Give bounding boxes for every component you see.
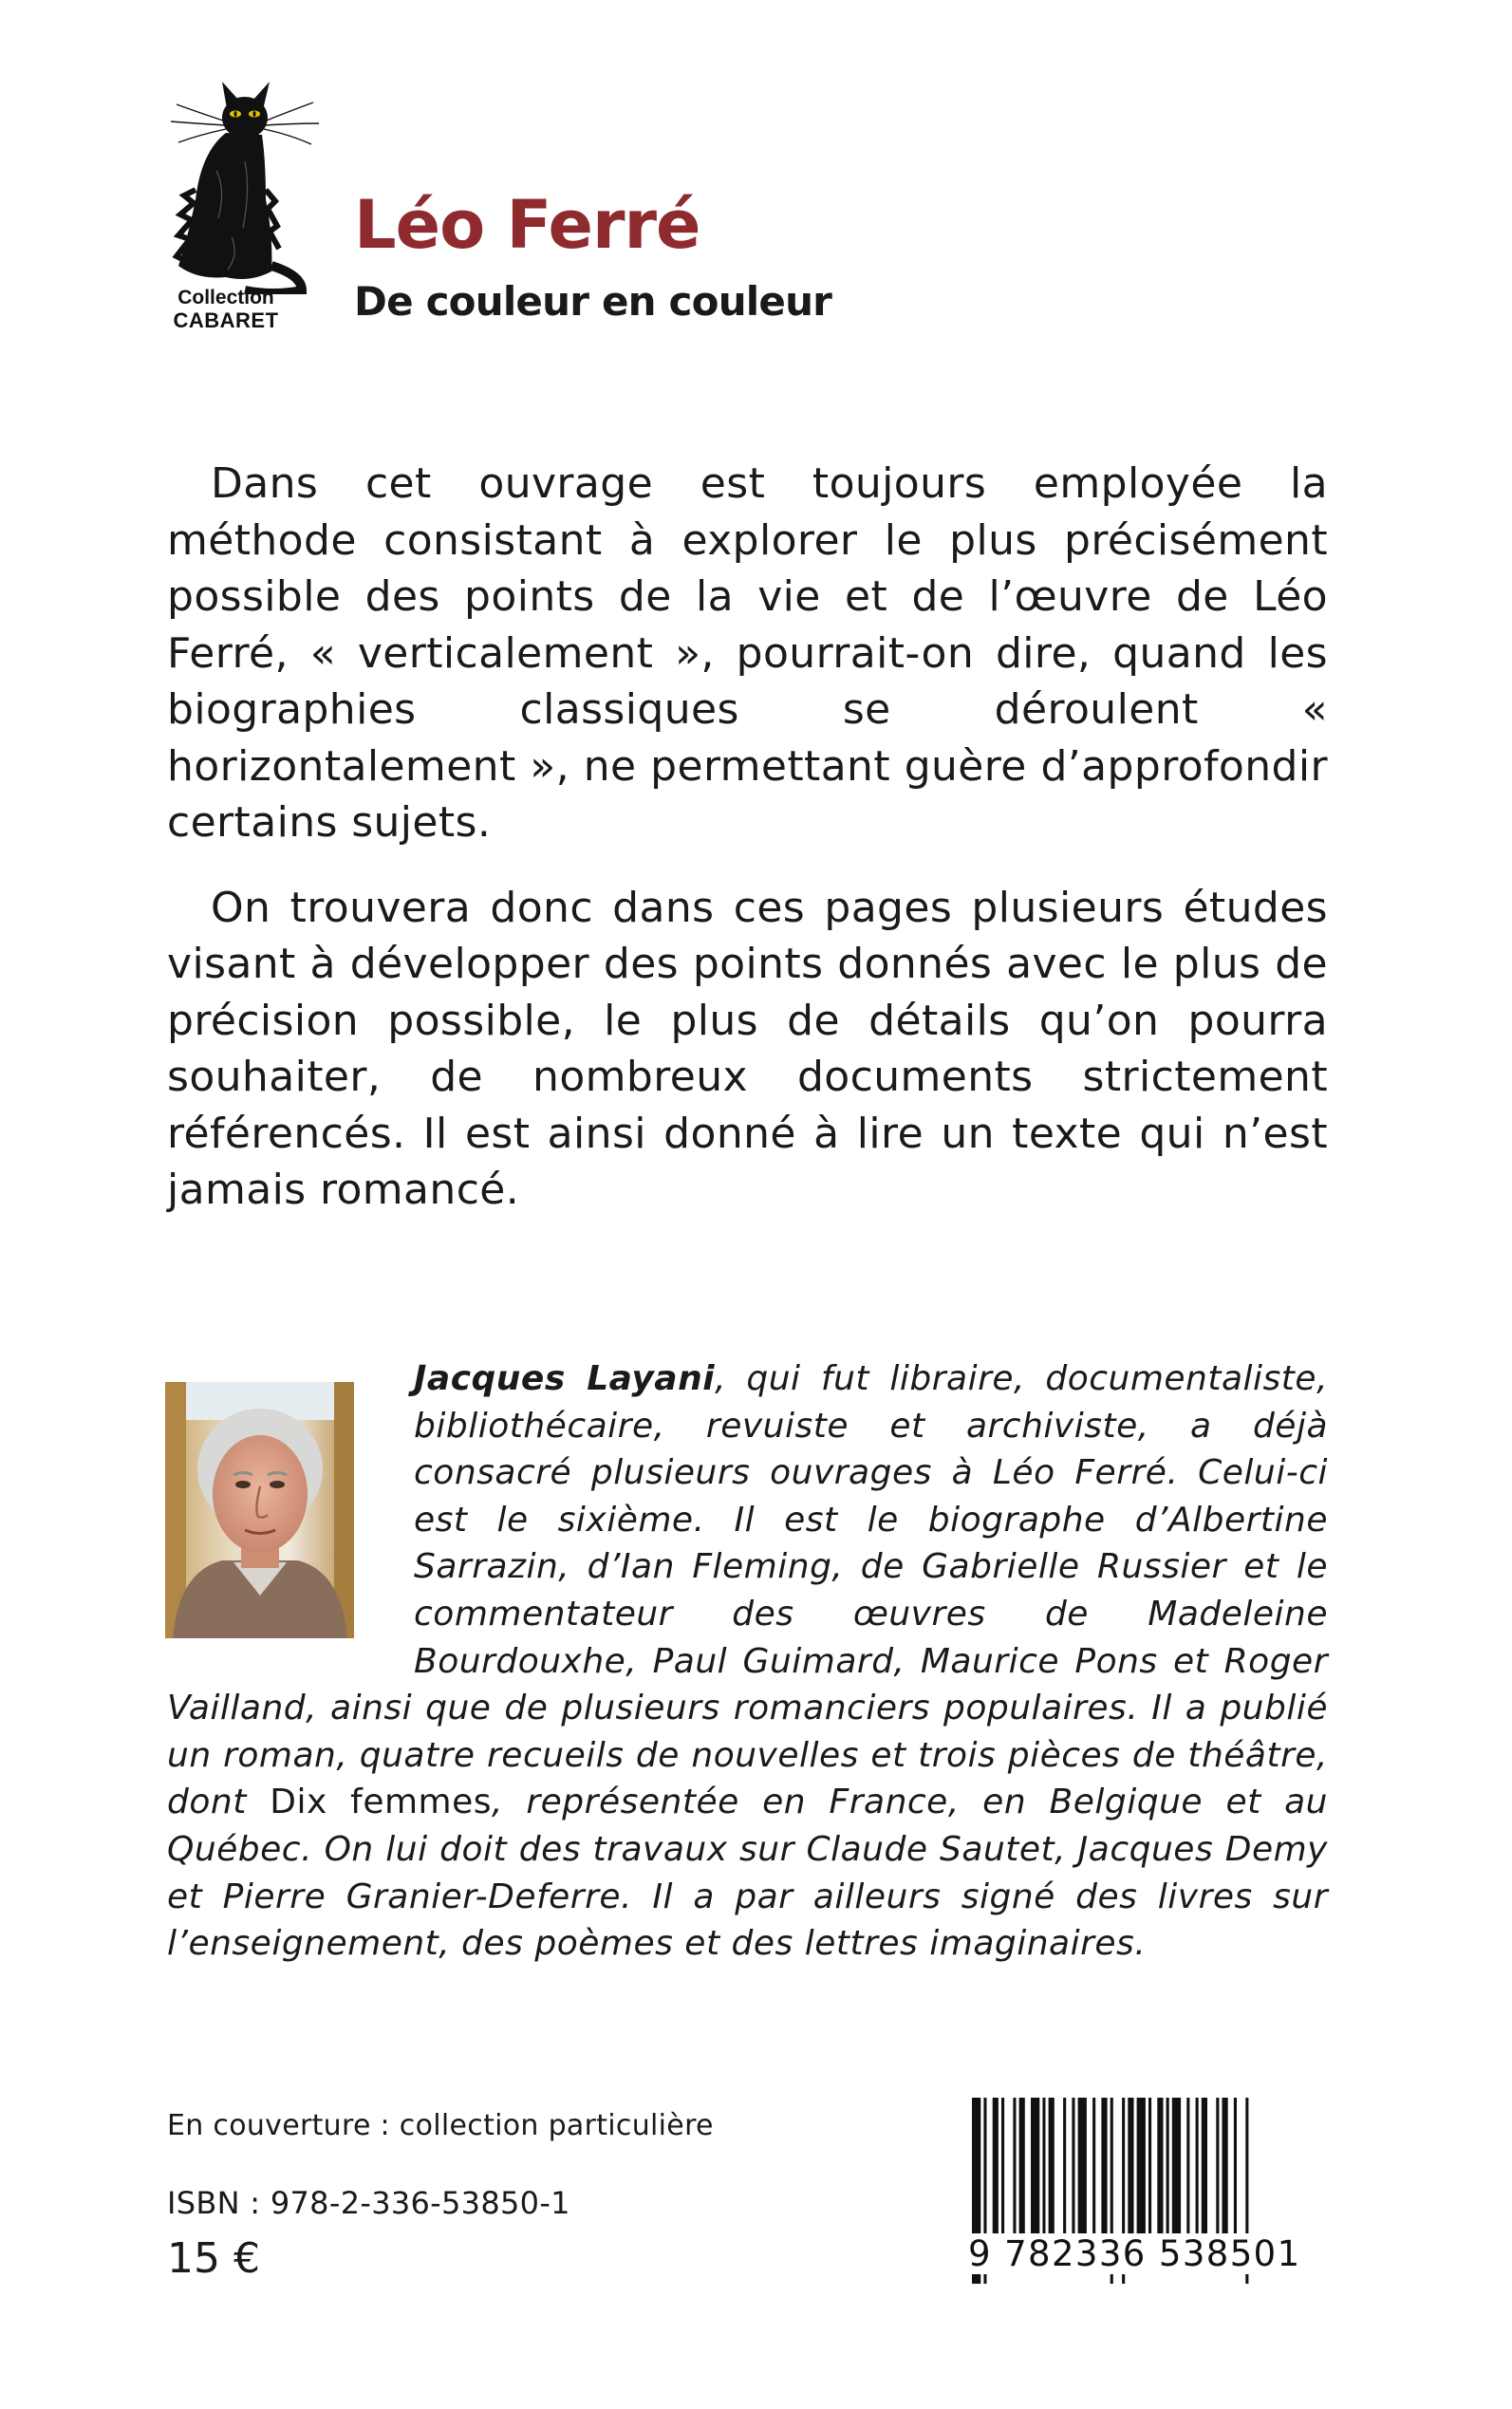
- logo-line-cabaret: CABARET: [173, 308, 279, 332]
- collection-cabaret-logo: [159, 76, 330, 361]
- isbn: ISBN : 978-2-336-53850-1: [167, 2185, 570, 2221]
- black-cat-icon: [159, 76, 330, 294]
- logo-label: [159, 287, 292, 332]
- logo-line-collection: Collection: [177, 287, 274, 308]
- author-name: Jacques Layani: [414, 1359, 716, 1398]
- book-subtitle: De couleur en couleur: [354, 278, 832, 325]
- book-title: Léo Ferré: [354, 186, 700, 264]
- book-description: [167, 456, 1328, 1219]
- cover-credit: En couverture : collection particulière: [167, 2109, 714, 2142]
- description-paragraph-2: On trouvera donc dans ces pages plusieurs études visant à développer des points donnés avec le plus de précision possible, le plus de détails qu’on pourra souhaiter, de nombreux documents strictement référencés. Il est ainsi donné à lire un texte qui n’est jamais romancé.: [167, 883, 1328, 1214]
- photo-float-spacer: [167, 1355, 414, 1646]
- author-bio: [167, 1355, 1328, 1968]
- play-title: Dix femmes: [270, 1783, 493, 1822]
- author-bio-text-2: , représentée en France, en Belgique et au Québec. On lui doit des travaux sur Claude Sautet, Jacques Demy et Pierre Granier-Deferre. Il a par ailleurs signé des livres sur l’enseignement, des poèmes et des lettres imaginaires.: [167, 1783, 1328, 1964]
- author-bio-text-1: , qui fut libraire, documentaliste, bibliothécaire, revuiste et archiviste, a déjà consacré plusieurs ouvrages à Léo Ferré. Celui-ci est le sixième. Il est le biographe d’Albertine Sarrazin, d’Ian Fleming, de Gabrielle Russier et le commentateur des œuvres de Madeleine Bourdouxhe, Paul Guimard, Maurice Pons et Roger Vailland, ainsi que de plusieurs romanciers populaires. Il a publié un roman, quatre recueils de nouvelles et trois pièces de théâtre, dont: [167, 1359, 1329, 1822]
- description-paragraph-1: Dans cet ouvrage est toujours employée la méthode consistant à explorer le plus précisément possible des points de la vie et de l’œuvre de Léo Ferré, « verticalement », pourrait-on dire, quand les biographies classiques se déroulent « horizontalement », ne permettant guère d’approfondir certains sujets.: [167, 459, 1328, 847]
- price: 15 €: [167, 2234, 260, 2283]
- barcode-digits: 9 782336 538501: [964, 2233, 1305, 2274]
